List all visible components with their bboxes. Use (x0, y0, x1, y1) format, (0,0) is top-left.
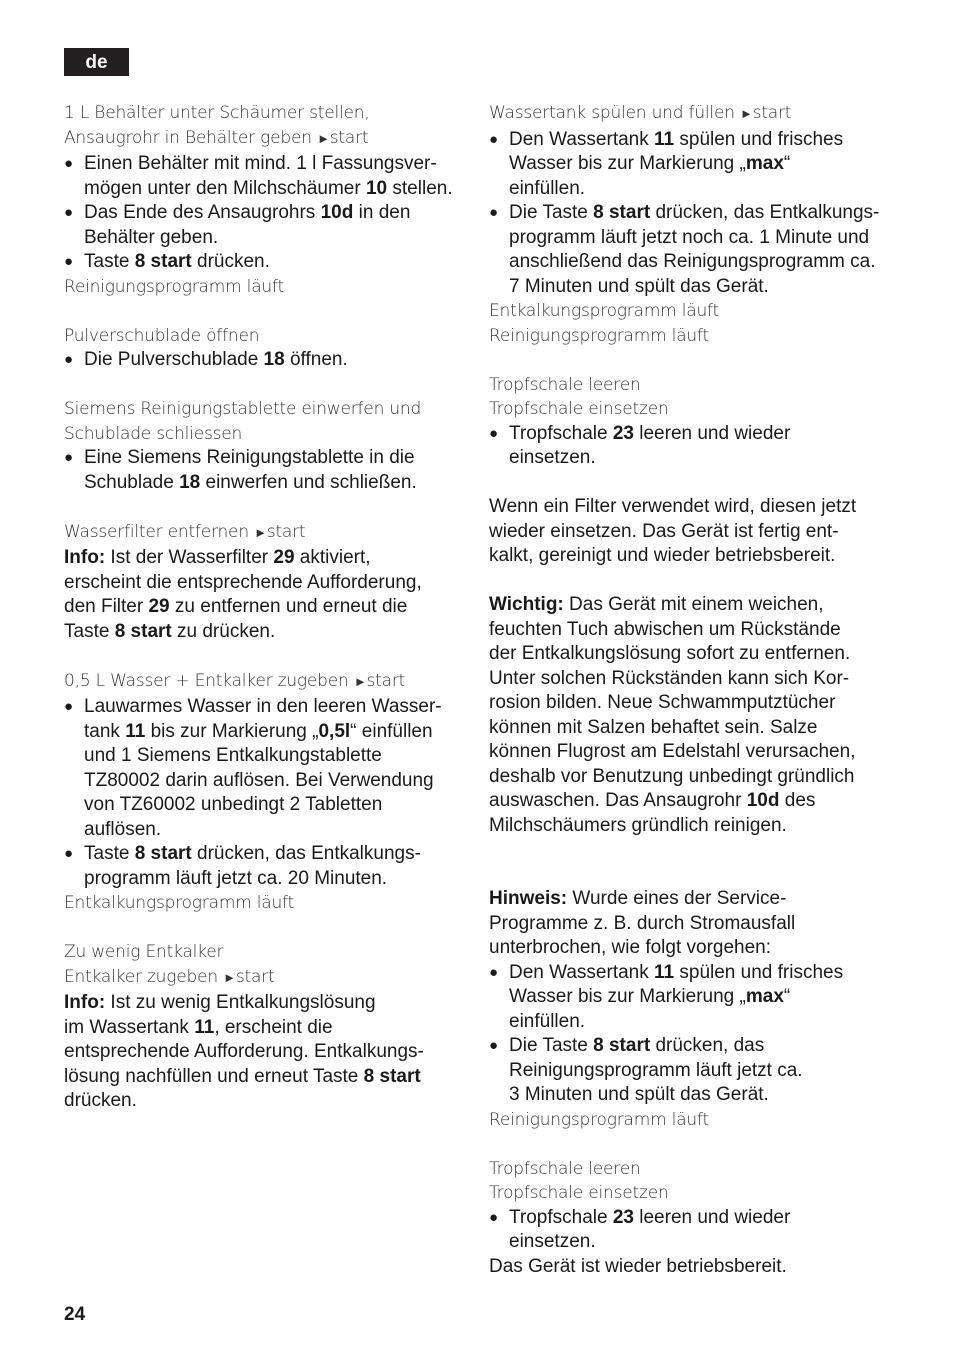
filter-paragraph: Wenn ein Filter verwendet wird, diesen jetzt wieder einsetzen. Das Gerät ist fertig ent- kalkt, gereinigt und wieder betriebsbereit. (489, 496, 857, 566)
display-text: Schublade schliessen (64, 423, 243, 444)
bullet-item: ● Die Taste 8 start drücken, das Reinigungsprogramm läuft jetzt ca. 3 Minuten und spült das Gerät. (489, 1034, 899, 1108)
display-text: Ansaugrohr in Behälter geben ►start (64, 127, 369, 148)
info-paragraph: Info: Ist der Wasserfilter 29 aktiviert, erscheint die entsprechende Aufforderung, den Filter 29 zu entfernen und erneut die Taste 8 start zu drücken. (64, 547, 422, 642)
step-insert-tablet (64, 397, 474, 495)
step-remove-water-filter (64, 520, 474, 645)
play-arrow-icon: ► (739, 107, 753, 122)
step-drip-tray (489, 373, 899, 471)
bullet-item: ● Den Wassertank 11 spülen und frisches Wasser bis zur Markierung „max“ einfüllen. (489, 128, 899, 202)
bullet-item: ● Die Pulverschublade 18 öffnen. (64, 348, 474, 373)
play-arrow-icon: ► (223, 970, 236, 986)
bullet-item: ● Den Wassertank 11 spülen und frisches Wasser bis zur Markierung „max“ einfüllen. (489, 961, 899, 1035)
display-text: Entkalkungsprogramm läuft (64, 893, 295, 913)
display-text: Siemens Reinigungstablette einwerfen und (64, 399, 422, 419)
display-text: 1 L Behälter unter Schäumer stellen, (64, 103, 370, 123)
right-column (489, 101, 899, 1279)
note-section (489, 887, 899, 1132)
bullet-item: ● Das Ende des Ansaugrohrs 10d in den Behälter geben. (64, 201, 474, 250)
bullet-item: ● Einen Behälter mit mind. 1 l Fassungsver- mögen unter den Milchschäumer 10 stellen. (64, 152, 474, 201)
display-text: Tropfschale leeren (489, 374, 641, 395)
left-column (64, 101, 474, 1114)
bullet-item: ● Eine Siemens Reinigungstablette in die Schublade 18 einwerfen und schließen. (64, 446, 474, 495)
display-text: Entkalkungsprogramm läuft (489, 301, 720, 321)
info-paragraph: Info: Ist zu wenig Entkalkungslösung im Wassertank 11, erscheint die entsprechende Aufforderung. Entkalkungs- lösung nachfüllen und erneut Taste 8 start drücken. (64, 992, 424, 1111)
bullet-item: ● Tropfschale 23 leeren und wieder einsetzen. (489, 1206, 899, 1255)
bullet-item: ● Die Taste 8 start drücken, das Entkalkungs- programm läuft jetzt noch ca. 1 Minute und anschließend das Reinigungsprogramm ca. 7 Minuten und spült das Gerät. (489, 201, 899, 299)
play-arrow-icon: ► (353, 674, 367, 690)
display-text: Reinigungsprogramm läuft (489, 1109, 709, 1130)
bullet-item: ● Tropfschale 23 leeren und wieder einsetzen. (489, 422, 899, 471)
important-paragraph: Wichtig: Das Gerät mit einem weichen, feuchten Tuch abwischen um Rückstände der Entkalkungslösung sofort zu entfernen. Unter solchen Rückständen kann sich Kor- rosion bilden. Neue Schwammputztücher können mit Salzen behaftet sein. Salze können Flugrost am Edelstahl verursachen, deshalb vor Benutzung unbedingt gründlich auswaschen. Das Ansaugrohr 10d des Milchschäumers gründlich reinigen. (489, 594, 856, 836)
step-too-little-descaler (64, 940, 474, 1114)
display-text: Entkalker zugeben ►start (64, 966, 275, 987)
language-tag: de (64, 48, 129, 76)
step-rinse-fill-water-tank (489, 101, 899, 348)
display-text: Reinigungsprogramm läuft (489, 325, 709, 346)
display-text: Zu wenig Entkalker (64, 942, 224, 962)
step-drip-tray-final (489, 1157, 899, 1280)
ready-text: Das Gerät ist wieder betriebsbereit. (489, 1255, 787, 1277)
play-arrow-icon: ► (317, 131, 330, 147)
page-number: 24 (64, 1304, 86, 1325)
display-text: Tropfschale einsetzen (489, 399, 669, 419)
step-add-water-descaler (64, 669, 474, 916)
play-arrow-icon: ► (254, 525, 267, 541)
note-paragraph: Hinweis: Wurde eines der Service- Programme z. B. durch Stromausfall unterbrochen, wie folgt vorgehen: (489, 888, 796, 958)
display-text: Reinigungsprogramm läuft (64, 276, 284, 297)
step-open-powder-drawer (64, 324, 474, 373)
bullet-item: ● Taste 8 start drücken. (64, 250, 474, 275)
display-text: Tropfschale einsetzen (489, 1183, 669, 1203)
display-text: Wassertank spülen und füllen ►start (489, 103, 792, 123)
step-container-under-frother (64, 101, 474, 299)
display-text: Wasserfilter entfernen ►start (64, 521, 306, 542)
display-text: Tropfschale leeren (489, 1158, 641, 1179)
display-text: Pulverschublade öffnen (64, 325, 260, 346)
display-text: 0,5 L Wasser + Entkalker zugeben ►start (64, 670, 406, 691)
bullet-item: ● Taste 8 start drücken, das Entkalkungs- programm läuft jetzt ca. 20 Minuten. (64, 842, 474, 891)
bullet-item: ● Lauwarmes Wasser in den leeren Wasser- tank 11 bis zur Markierung „0,5l“ einfüllen und 1 Siemens Entkalkungstablette TZ80002 darin auflösen. Bei Verwendung von TZ60002 unbedingt 2 Tabletten auflösen. (64, 695, 474, 842)
